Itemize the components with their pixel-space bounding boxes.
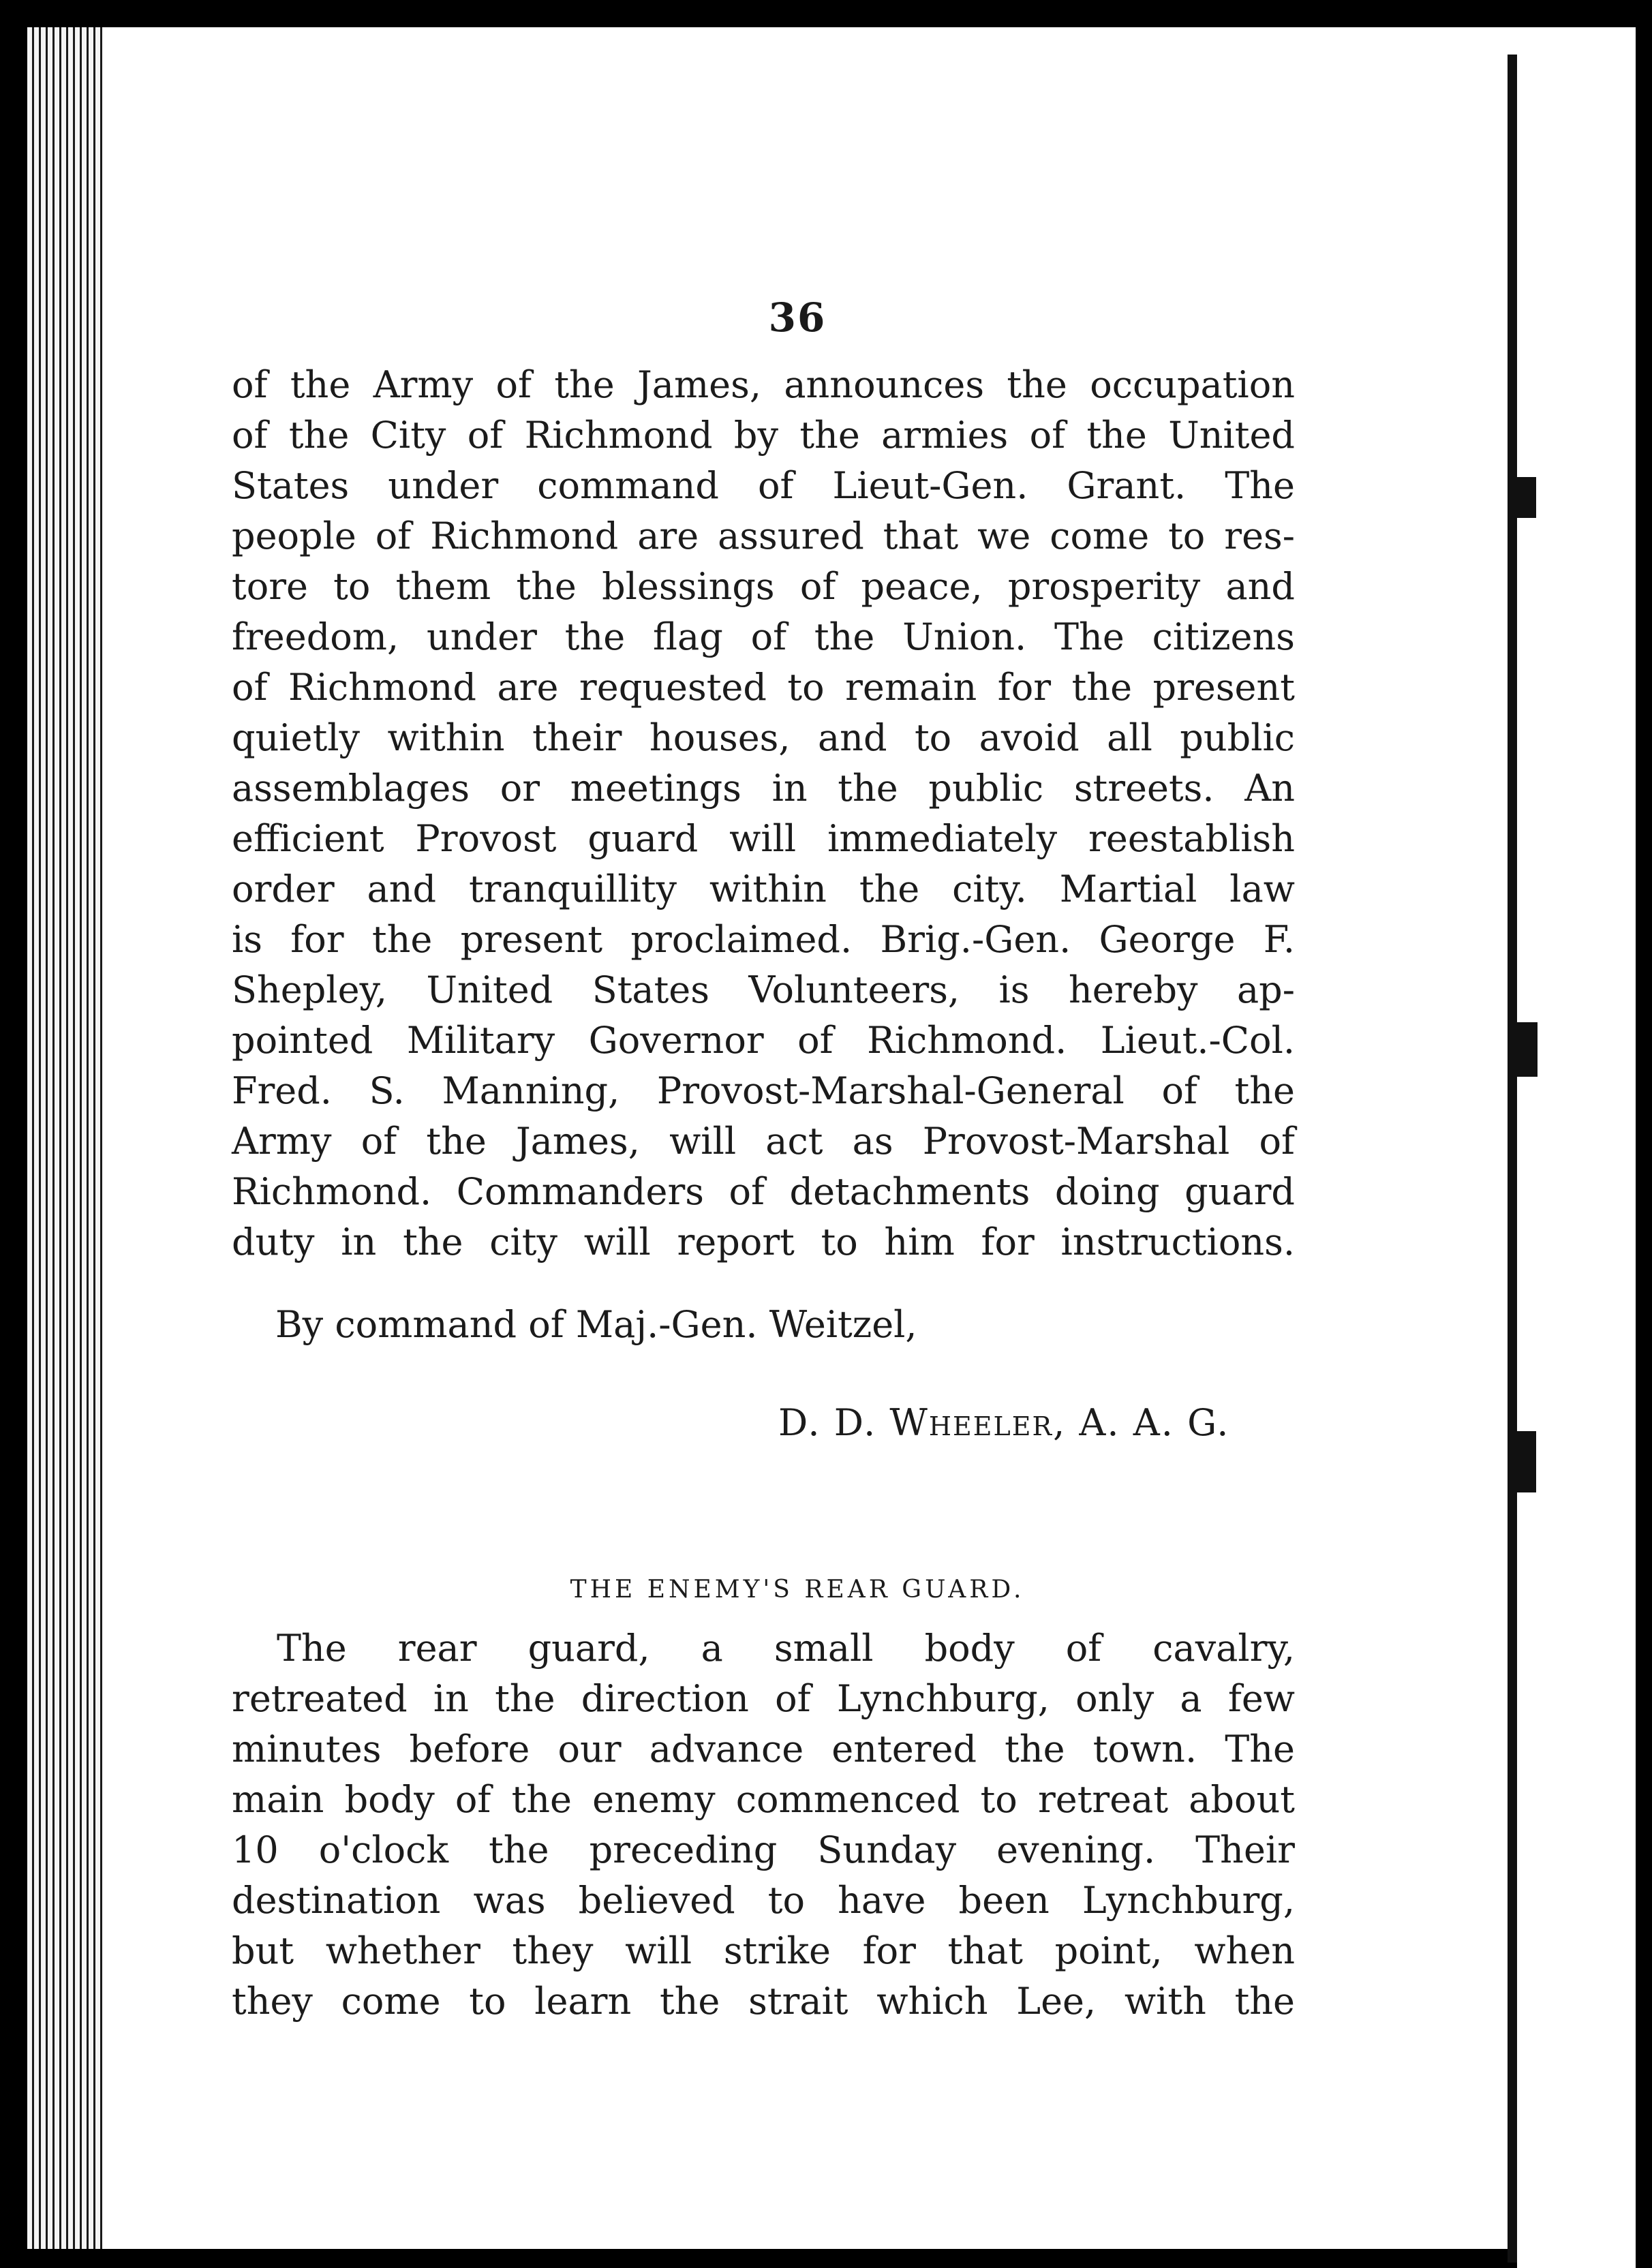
book-left-edge	[27, 27, 102, 2249]
text-line: efficient Provost guard will immediately reestablish	[232, 817, 1295, 860]
text-line: of the Army of the James, announces the occupation	[232, 363, 1295, 406]
text-line: order and tranquillity within the city. Martial law	[232, 868, 1295, 910]
gutter-mark	[1517, 477, 1536, 518]
text-line: duty in the city will report to him for instructions.	[232, 1221, 1295, 1263]
text-line: people of Richmond are assured that we come to res-	[232, 515, 1295, 557]
scan-border	[1636, 0, 1652, 2268]
text-line: assemblages or meetings in the public streets. An	[232, 767, 1295, 810]
text-line: Shepley, United States Volunteers, is hereby ap-	[232, 968, 1295, 1011]
paragraph-rear-guard	[232, 1623, 1295, 2027]
text-line: minutes before our advance entered the town. The	[232, 1728, 1295, 1771]
text-line: quietly within their houses, and to avoid all public	[232, 716, 1295, 759]
text-line: tore to them the blessings of peace, prosperity and	[232, 565, 1295, 608]
text-line: main body of the enemy commenced to retreat about	[232, 1778, 1295, 1821]
text-line: of Richmond are requested to remain for the present	[232, 666, 1295, 709]
text-line: The rear guard, a small body of cavalry,	[277, 1627, 1295, 1670]
text-line: they come to learn the strait which Lee, with the	[232, 1980, 1295, 2023]
signature-name: D. D. Wheeler, A. A. G.	[778, 1401, 1230, 1444]
text-line: States under command of Lieut-Gen. Grant. The	[232, 464, 1295, 507]
text-line: retreated in the direction of Lynchburg, only a few	[232, 1677, 1295, 1720]
text-line: freedom, under the flag of the Union. The citizens	[232, 615, 1295, 658]
paragraph-proclamation	[232, 360, 1295, 1268]
text-line: pointed Military Governor of Richmond. Lieut.-Col.	[232, 1019, 1295, 1062]
text-line: destination was believed to have been Lynchburg,	[232, 1879, 1295, 1922]
text-line: Fred. S. Manning, Provost-Marshal-General of the	[232, 1069, 1295, 1112]
text-line: 10 o'clock the preceding Sunday evening. Their	[232, 1828, 1295, 1871]
section-heading: THE ENEMY'S REAR GUARD.	[570, 1576, 1025, 1604]
page-number: 36	[768, 294, 827, 341]
text-line: but whether they will strike for that point, when	[232, 1929, 1295, 1972]
facing-page-strip	[1517, 27, 1652, 2268]
book-gutter-line	[1508, 55, 1517, 2263]
text-line: Richmond. Commanders of detachments doing guard	[232, 1170, 1295, 1213]
text-line: Army of the James, will act as Provost-Marshal of	[232, 1120, 1295, 1163]
gutter-mark	[1517, 1431, 1536, 1492]
text-line: is for the present proclaimed. Brig.-Gen. George F.	[232, 918, 1295, 961]
text-line: of the City of Richmond by the armies of the United	[232, 414, 1295, 457]
signature-command: By command of Maj.-Gen. Weitzel,	[275, 1303, 917, 1346]
gutter-mark	[1517, 1022, 1538, 1077]
